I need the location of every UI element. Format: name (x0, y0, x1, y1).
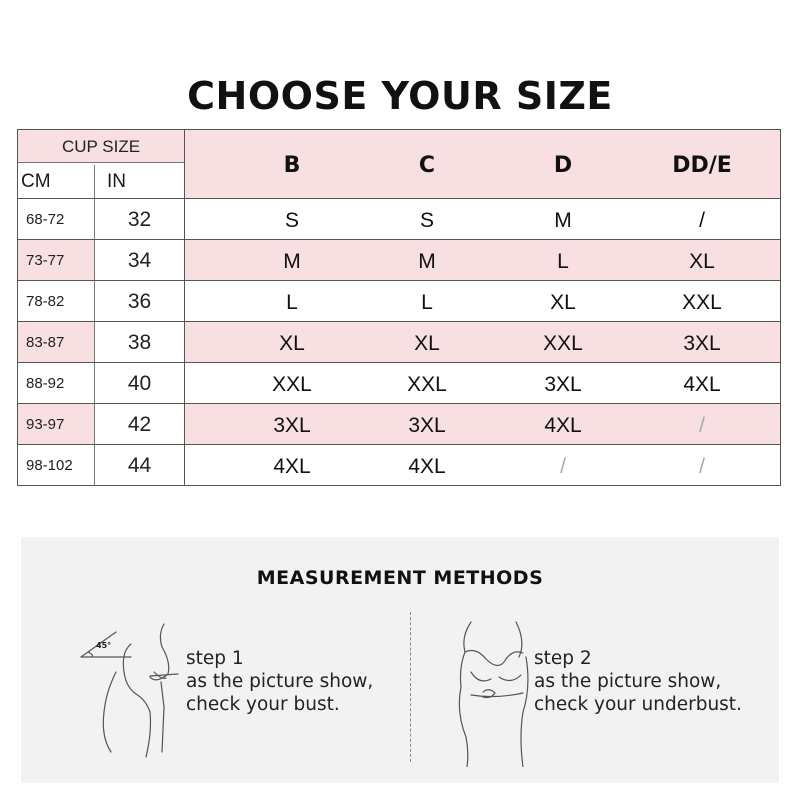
size-cell: / (699, 455, 705, 478)
cup-header-b: B (283, 153, 301, 178)
size-cell: L (557, 250, 569, 273)
cm-range-cell: 98-102 (26, 457, 73, 474)
size-cell: XXL (407, 373, 447, 396)
cm-range-cell: 68-72 (26, 211, 65, 228)
cm-range-cell: 88-92 (26, 375, 65, 392)
step1-heading: step 1 (186, 648, 244, 669)
size-cell: 4XL (683, 373, 721, 396)
underbust-measure-illustration-icon (431, 617, 541, 767)
size-cell: XL (279, 332, 305, 355)
size-cell: / (560, 455, 566, 478)
table-row (18, 445, 780, 486)
cm-label: CM (21, 171, 51, 192)
cm-range-cell: 78-82 (26, 293, 65, 310)
table-header-row (18, 130, 780, 199)
angle-label: 45° (96, 641, 112, 650)
header-measure-cell (18, 130, 185, 198)
cm-range-cell: 83-87 (26, 334, 65, 351)
in-label: IN (94, 165, 184, 198)
size-cell: 3XL (683, 332, 721, 355)
cm-range-cell: 73-77 (26, 252, 65, 269)
cup-header-d: D (553, 153, 573, 178)
inch-size-cell: 40 (94, 363, 185, 403)
step1-instructions (186, 647, 373, 716)
methods-title: MEASUREMENT METHODS (256, 567, 544, 589)
table-row (18, 199, 780, 240)
size-cell: L (286, 291, 298, 314)
size-cell: 4XL (273, 455, 311, 478)
size-cell: XL (414, 332, 440, 355)
step1-line1: as the picture show, (186, 671, 374, 692)
cm-range-cell: 93-97 (26, 416, 65, 433)
table-row (18, 240, 780, 281)
size-cell: / (699, 414, 705, 437)
table-row (18, 404, 780, 445)
cup-header-dde: DD/E (672, 153, 732, 178)
inch-size-cell: 34 (94, 240, 185, 280)
size-cell: XL (550, 291, 576, 314)
step2-line2: check your underbust. (534, 694, 742, 715)
size-cell: XXL (543, 332, 583, 355)
size-cell: / (699, 209, 705, 232)
size-cell: L (421, 291, 433, 314)
step2-line1: as the picture show, (534, 671, 722, 692)
step2-instructions (534, 647, 742, 716)
size-cell: 4XL (408, 455, 446, 478)
size-cell: XXL (272, 373, 312, 396)
size-cell: 3XL (544, 373, 582, 396)
size-cell: 3XL (408, 414, 446, 437)
size-cell: XL (689, 250, 715, 273)
table-row (18, 363, 780, 404)
size-cell: M (283, 250, 301, 273)
size-cell: 3XL (273, 414, 311, 437)
table-row (18, 322, 780, 363)
measurement-methods-panel (21, 537, 779, 783)
methods-divider (410, 612, 411, 762)
size-cell: XXL (682, 291, 722, 314)
bust-measure-illustration-icon (76, 612, 186, 762)
size-cell: S (284, 209, 299, 232)
inch-size-cell: 36 (94, 281, 185, 321)
cup-size-label: CUP SIZE (18, 130, 184, 163)
inch-size-cell: 38 (94, 322, 185, 362)
inch-size-cell: 44 (94, 445, 185, 486)
table-row (18, 281, 780, 322)
step2-heading: step 2 (534, 648, 592, 669)
inch-size-cell: 42 (94, 404, 185, 444)
cup-header-c: C (418, 153, 436, 178)
size-cell: M (418, 250, 436, 273)
page-title: CHOOSE YOUR SIZE (187, 74, 613, 118)
size-cell: S (419, 209, 434, 232)
size-cell: M (554, 209, 572, 232)
size-chart-table (17, 129, 781, 486)
inch-size-cell: 32 (94, 199, 185, 239)
size-cell: 4XL (544, 414, 582, 437)
step1-line2: check your bust. (186, 694, 340, 715)
